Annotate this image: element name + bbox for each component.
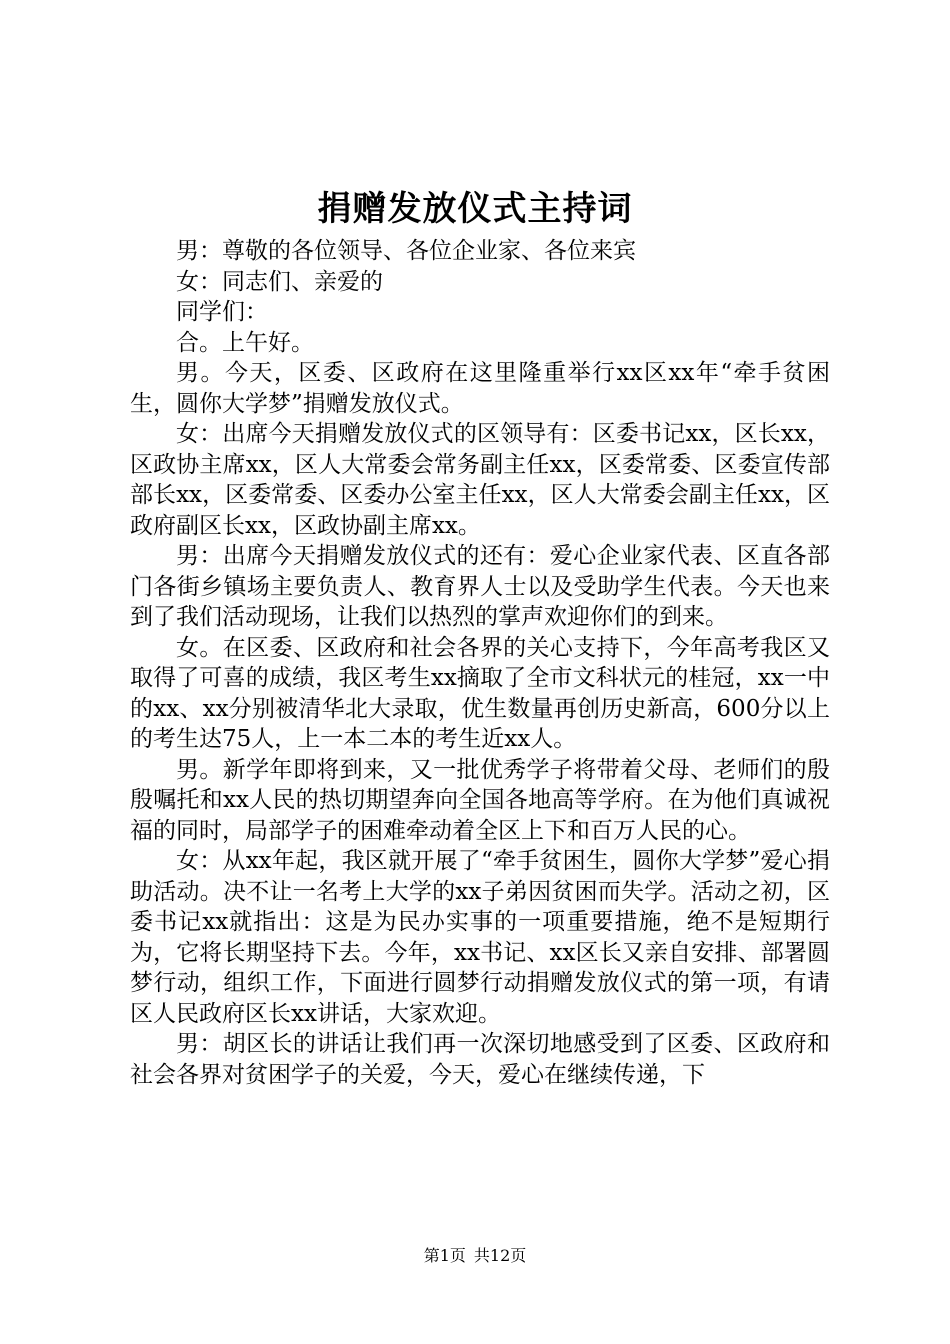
paragraph: 男。新学年即将到来，又一批优秀学子将带着父母、老师们的殷殷嘱托和xx人民的热切期望奔向全国各地高等学府。在为他们真诚祝福的同时，局部学子的困难牵动着全区上下和百万人民的心。: [130, 756, 830, 844]
page-total: 共12页: [473, 1246, 527, 1265]
paragraph: 男：胡区长的讲话让我们再一次深切地感受到了区委、区政府和社会各界对贫困学子的关爱，今天，爱心在继续传递，下: [130, 1031, 830, 1088]
paragraph: 女。在区委、区政府和社会各界的关心支持下，今年高考我区又取得了可喜的成绩，我区考生xx摘取了全市文科状元的桂冠，xx一中的xx、xx分别被清华北大录取，优生数量再创历史新高，600分以上的考生达75人，上一本二本的考生近xx人。: [130, 634, 830, 752]
document-body: [130, 236, 830, 1090]
paragraph: 合。上午好。: [176, 329, 314, 356]
document-title: 捐赠发放仪式主持词: [317, 189, 633, 229]
paragraph: 男。今天，区委、区政府在这里隆重举行xx区xx年“牵手贫困生，圆你大学梦”捐赠发放仪式。: [130, 360, 830, 417]
paragraph: 男：尊敬的各位领导、各位企业家、各位来宾: [176, 238, 636, 264]
paragraph: 男：出席今天捐赠发放仪式的还有：爱心企业家代表、区直各部门各街乡镇场主要负责人、教育界人士以及受助学生代表。今天也来到了我们活动现场，让我们以热烈的掌声欢迎你们的到来。: [130, 543, 830, 630]
page-footer: [0, 1246, 950, 1266]
paragraph: 同学们：: [176, 299, 268, 325]
paragraph: 女：同志们、亲爱的: [176, 268, 383, 295]
paragraph: 女：出席今天捐赠发放仪式的区领导有：区委书记xx，区长xx，区政协主席xx，区人大常委会常务副主任xx，区委常委、区委宣传部部长xx，区委常委、区委办公室主任xx，区人大常委会副主任xx，区政府副区长xx，区政协副主席xx。: [130, 421, 830, 539]
paragraph: 女：从xx年起，我区就开展了“牵手贫困生，圆你大学梦”爱心捐助活动。决不让一名考上大学的xx子弟因贫困而失学。活动之初，区委书记xx就指出：这是为民办实事的一项重要措施，绝不是短期行为，它将长期坚持下去。今年，xx书记、xx区长又亲自安排、部署圆梦行动，组织工作，下面进行圆梦行动捐赠发放仪式的第一项，有请区人民政府区长xx讲话，大家欢迎。: [130, 848, 830, 1027]
page-number: 第1页: [423, 1246, 466, 1265]
